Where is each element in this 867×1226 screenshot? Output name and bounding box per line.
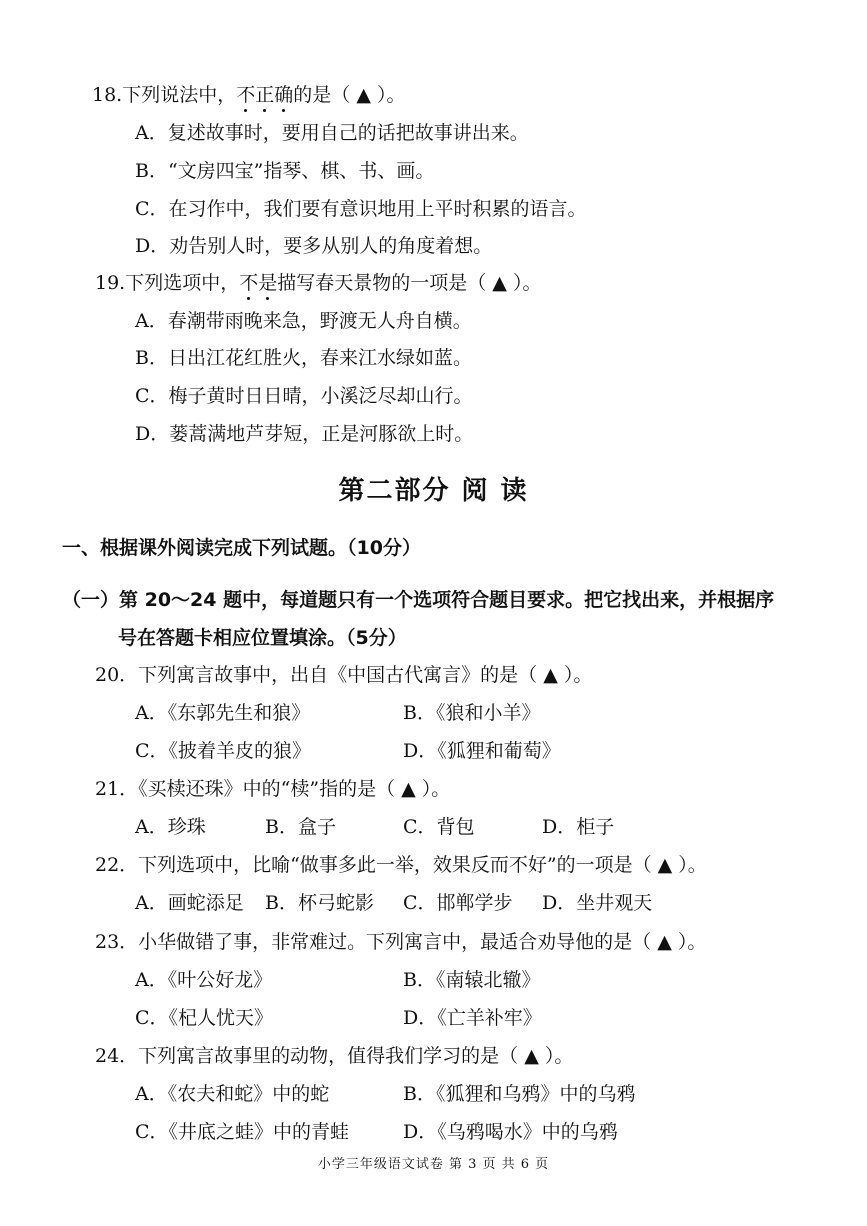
question-number: 18. — [92, 84, 123, 106]
emphasis-char: 正 — [255, 84, 275, 106]
emphasis-char: 不 — [236, 84, 256, 106]
question-23-stem: 23．小华做错了事，非常难过。下列寓言中，最适合劝导他的是（ ▲ ）。 — [95, 931, 707, 953]
option-24b: B．《狐狸和乌鸦》中的乌鸦 — [403, 1083, 636, 1105]
question-number: 19. — [95, 272, 126, 294]
option-23a: A．《叶公好龙》 — [135, 969, 273, 991]
section-one-heading: 一、根据课外阅读完成下列试题。（10分） — [62, 537, 421, 559]
stem-text: 描写春天景物的一项是（ ▲ ）。 — [277, 272, 542, 294]
question-21-stem: 21．《买椟还珠》中的“椟”指的是（ ▲ ）。 — [95, 778, 451, 800]
option-18a: A．复述故事时，要用自己的话把故事讲出来。 — [135, 122, 529, 144]
option-21d: D．柜子 — [542, 816, 615, 838]
option-24a: A．《农夫和蛇》中的蛇 — [135, 1083, 330, 1105]
subsection-one-line2: 号在答题卡相应位置填涂。（5分） — [118, 627, 407, 649]
question-20-stem: 20．下列寓言故事中，出自《中国古代寓言》的是（ ▲ ）。 — [95, 664, 593, 686]
option-24c: C．《井底之蛙》中的青蛙 — [135, 1121, 350, 1143]
option-19c: C．梅子黄时日日晴，小溪泛尽却山行。 — [135, 385, 473, 407]
option-19d: D．蒌蒿满地芦芽短，正是河豚欲上时。 — [135, 423, 474, 445]
option-21b: B．盒子 — [265, 816, 336, 838]
stem-text: 下列说法中， — [122, 84, 237, 106]
option-23d: D．《亡羊补牢》 — [403, 1007, 542, 1029]
question-18-stem — [92, 82, 405, 108]
option-22c: C．邯郸学步 — [403, 892, 513, 914]
option-21a: A．珍珠 — [135, 816, 206, 838]
option-20d: D．《狐狸和葡萄》 — [403, 740, 561, 762]
option-22a: A．画蛇添足 — [135, 892, 244, 914]
option-20b: B．《狼和小羊》 — [403, 702, 541, 724]
option-19b: B．日出江花红胜火，春来江水绿如蓝。 — [135, 347, 472, 369]
page-footer: 小学三年级语文试卷 第 3 页 共 6 页 — [317, 1157, 550, 1172]
option-20c: C．《披着羊皮的狼》 — [135, 740, 312, 762]
option-18d: D．劝告别人时，要多从别人的角度着想。 — [135, 235, 493, 257]
option-23b: B．《南辕北辙》 — [403, 969, 541, 991]
option-21c: C．背包 — [403, 816, 475, 838]
option-18b: B．“文房四宝”指琴、棋、书、画。 — [135, 160, 435, 182]
emphasis-char: 是 — [258, 272, 278, 294]
option-24d: D．《乌鸦喝水》中的乌鸦 — [403, 1121, 618, 1143]
option-23c: C．《杞人忧天》 — [135, 1007, 274, 1029]
emphasis-char: 不 — [239, 272, 259, 294]
option-22d: D．坐井观天 — [542, 892, 653, 914]
question-24-stem: 24．下列寓言故事里的动物，值得我们学习的是（ ▲ ）。 — [95, 1045, 574, 1067]
part-two-title: 第二部分 阅 读 — [338, 476, 529, 506]
question-19-stem — [95, 270, 541, 296]
option-18c: C．在习作中，我们要有意识地用上平时积累的语言。 — [135, 198, 587, 220]
option-22b: B．杯弓蛇影 — [265, 892, 374, 914]
subsection-one-line1: （一）第 20～24 题中，每道题只有一个选项符合题目要求。把它找出来，并根据序 — [62, 589, 775, 611]
option-20a: A．《东郭先生和狼》 — [135, 702, 311, 724]
emphasis-char: 确 — [274, 84, 294, 106]
stem-text: 的是（ ▲ ）。 — [293, 84, 406, 106]
question-22-stem: 22．下列选项中，比喻“做事多此一举，效果反而不好”的一项是（ ▲ ）。 — [95, 854, 707, 876]
option-19a: A．春潮带雨晚来急，野渡无人舟自横。 — [135, 310, 472, 332]
stem-text: 下列选项中， — [125, 272, 240, 294]
